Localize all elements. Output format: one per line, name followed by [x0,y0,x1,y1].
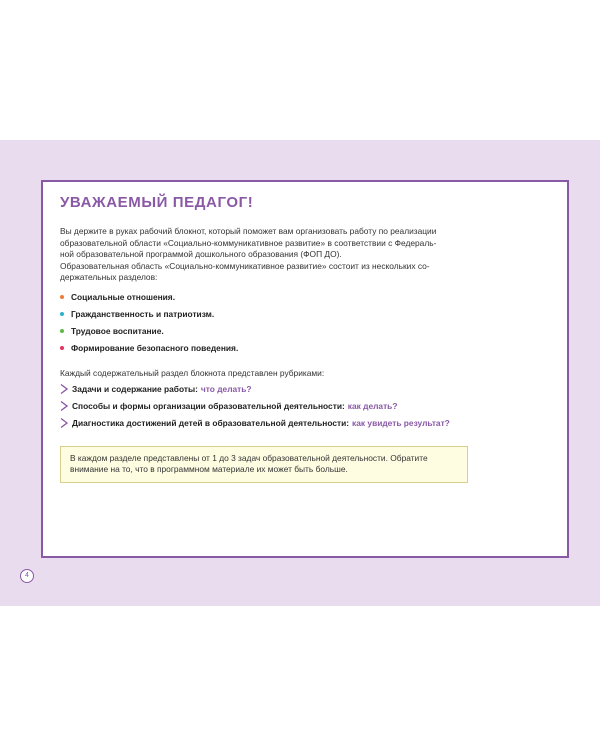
section-item: Социальные отношения. [60,292,520,303]
bullet-dot-icon [60,295,64,299]
page-title: УВАЖАЕМЫЙ ПЕДАГОГ! [60,194,254,211]
bullet-dot-icon [60,329,64,333]
intro-line: держательных разделов: [60,272,158,282]
section-item: Трудовое воспитание. [60,326,520,337]
page-number: 4 [20,569,34,583]
rubric-list [60,384,520,429]
rubric-item: Диагностика достижений детей в образовательной деятельности: как увидеть результат? [60,418,520,429]
note-line: В каждом разделе представлены от 1 до 3 задач образовательной деятельности. Обратите [70,452,428,463]
intro-line: Вы держите в руках рабочий блокнот, который поможет вам организовать работу по реализации [60,226,437,236]
intro-text [60,226,520,284]
note-line: внимание на то, что в программном материале их может быть больше. [70,464,348,474]
section-item: Гражданственность и патриотизм. [60,309,520,320]
intro-line: ной образовательной программой дошкольного образования (ФОП ДО). [60,249,342,259]
rubric-item: Способы и формы организации образовательной деятельности: как делать? [60,401,520,412]
rubrics-intro: Каждый содержательный раздел блокнота представлен рубриками: [60,367,325,378]
page-background [0,140,600,606]
section-list [60,292,520,354]
section-item: Формирование безопасного поведения. [60,343,520,354]
intro-line: образовательной области «Социально-коммуникативное развитие» в соответствии с Федераль- [60,237,437,248]
bullet-dot-icon [60,346,64,350]
bullet-dot-icon [60,312,64,316]
arrow-right-icon [60,384,68,394]
note-box [60,446,468,483]
intro-line: Образовательная область «Социально-коммуникативное развитие» состоит из нескольких со- [60,260,430,271]
rubric-item: Задачи и содержание работы: что делать? [60,384,520,395]
content-area [60,194,520,483]
arrow-right-icon [60,418,68,428]
arrow-right-icon [60,401,68,411]
